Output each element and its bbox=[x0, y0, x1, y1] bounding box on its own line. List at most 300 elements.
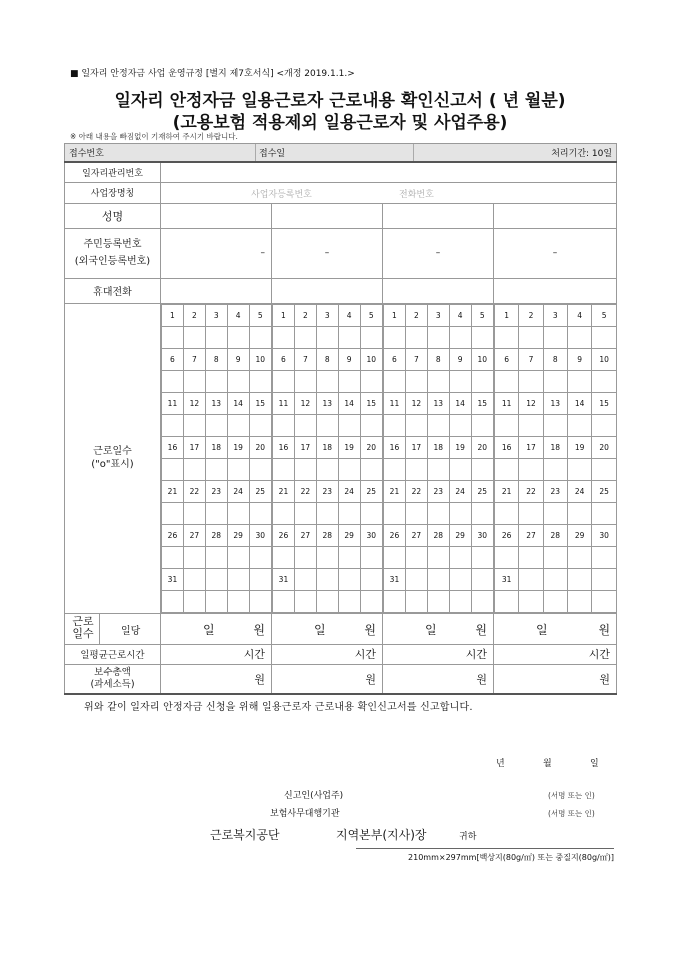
day-mark-cell[interactable] bbox=[205, 458, 227, 480]
day-number: 26 bbox=[273, 524, 295, 546]
day-mark-cell[interactable] bbox=[249, 414, 271, 436]
day-mark-cell[interactable] bbox=[495, 546, 519, 568]
day-mark-cell[interactable] bbox=[405, 590, 427, 612]
day-number: 28 bbox=[543, 524, 567, 546]
receipt-date-label: 접수일 bbox=[259, 149, 286, 159]
day-number: 27 bbox=[405, 524, 427, 546]
day-mark-cell[interactable] bbox=[183, 414, 205, 436]
day-mark-cell[interactable] bbox=[273, 370, 295, 392]
day-mark-cell[interactable] bbox=[249, 502, 271, 524]
day-mark-cell[interactable] bbox=[427, 458, 449, 480]
day-mark-cell[interactable] bbox=[316, 590, 338, 612]
day-number: 2 bbox=[183, 304, 205, 326]
day-mark-cell[interactable] bbox=[567, 502, 591, 524]
day-mark-cell[interactable] bbox=[449, 414, 471, 436]
work-days-hint: ("o"표시) bbox=[91, 459, 134, 470]
day-mark-cell[interactable] bbox=[495, 458, 519, 480]
day-number: 30 bbox=[471, 524, 493, 546]
id-number-label: 주민등록번호 bbox=[83, 239, 142, 250]
day-mark-cell[interactable] bbox=[384, 502, 406, 524]
day-mark-cell[interactable] bbox=[360, 326, 382, 348]
day-mark-cell[interactable] bbox=[273, 502, 295, 524]
day-mark-cell[interactable] bbox=[471, 458, 493, 480]
day-number: 3 bbox=[316, 304, 338, 326]
daily-wage-field[interactable] bbox=[383, 613, 494, 644]
day-mark-cell[interactable] bbox=[227, 326, 249, 348]
reporter-label: 신고인(사업주) bbox=[284, 791, 344, 801]
work-days-calendar[interactable] bbox=[272, 303, 383, 613]
day-number bbox=[405, 568, 427, 590]
worker-id-field[interactable] bbox=[494, 228, 617, 278]
day-mark-cell[interactable] bbox=[162, 590, 184, 612]
agency-signature-hint[interactable]: (서명 또는 인) bbox=[548, 809, 595, 818]
day-number: 22 bbox=[405, 480, 427, 502]
processing-period: 처리기간: 10일 bbox=[551, 149, 613, 159]
day-mark-cell[interactable] bbox=[427, 414, 449, 436]
day-number: 17 bbox=[519, 436, 543, 458]
id-dash: – bbox=[552, 248, 558, 258]
day-mark-cell[interactable] bbox=[360, 590, 382, 612]
day-number: 3 bbox=[205, 304, 227, 326]
day-number bbox=[519, 568, 543, 590]
day-number: 16 bbox=[495, 436, 519, 458]
day-mark-cell[interactable] bbox=[449, 546, 471, 568]
day-mark-cell[interactable] bbox=[227, 458, 249, 480]
avg-hours-field[interactable] bbox=[494, 644, 617, 664]
worker-name-field[interactable] bbox=[494, 203, 617, 228]
day-number bbox=[543, 568, 567, 590]
day-mark-cell[interactable] bbox=[183, 370, 205, 392]
day-number: 29 bbox=[227, 524, 249, 546]
day-mark-cell[interactable] bbox=[273, 326, 295, 348]
day-mark-cell[interactable] bbox=[384, 414, 406, 436]
day-number: 15 bbox=[592, 392, 616, 414]
day-number: 20 bbox=[249, 436, 271, 458]
day-mark-cell[interactable] bbox=[567, 458, 591, 480]
day-mark-cell[interactable] bbox=[567, 590, 591, 612]
day-mark-cell[interactable] bbox=[316, 414, 338, 436]
day-number: 22 bbox=[183, 480, 205, 502]
day-mark-cell[interactable] bbox=[338, 414, 360, 436]
day-number: 28 bbox=[316, 524, 338, 546]
total-pay-field[interactable] bbox=[161, 664, 272, 694]
day-number: 25 bbox=[360, 480, 382, 502]
day-number: 15 bbox=[249, 392, 271, 414]
day-mark-cell[interactable] bbox=[495, 414, 519, 436]
paper-spec: 210mm×297mm[백상지(80g/㎡) 또는 중질지(80g/㎡)] bbox=[408, 853, 614, 862]
worker-name-field[interactable] bbox=[383, 203, 494, 228]
day-number: 13 bbox=[427, 392, 449, 414]
id-dash: – bbox=[435, 248, 441, 258]
day-mark-cell[interactable] bbox=[384, 326, 406, 348]
daily-wage-field[interactable] bbox=[272, 613, 383, 644]
day-mark-cell[interactable] bbox=[205, 414, 227, 436]
agency-name: 근로복지공단 bbox=[210, 828, 280, 842]
day-mark-cell[interactable] bbox=[495, 590, 519, 612]
day-mark-cell[interactable] bbox=[205, 590, 227, 612]
day-number: 27 bbox=[519, 524, 543, 546]
day-number: 17 bbox=[183, 436, 205, 458]
day-mark-cell[interactable] bbox=[519, 414, 543, 436]
day-number bbox=[567, 568, 591, 590]
day-mark-cell[interactable] bbox=[592, 414, 616, 436]
day-mark-cell[interactable] bbox=[294, 502, 316, 524]
day-mark-cell[interactable] bbox=[360, 458, 382, 480]
avg-hours-field[interactable] bbox=[272, 644, 383, 664]
day-mark-cell[interactable] bbox=[449, 370, 471, 392]
day-number: 22 bbox=[294, 480, 316, 502]
day-number: 23 bbox=[427, 480, 449, 502]
day-number: 20 bbox=[592, 436, 616, 458]
day-mark-cell[interactable] bbox=[471, 590, 493, 612]
day-mark-cell[interactable] bbox=[519, 502, 543, 524]
work-days-label: 근로일수 bbox=[93, 446, 132, 457]
day-number: 1 bbox=[273, 304, 295, 326]
day-number: 27 bbox=[294, 524, 316, 546]
day-mark-cell[interactable] bbox=[384, 370, 406, 392]
day-number: 18 bbox=[427, 436, 449, 458]
day-number bbox=[227, 568, 249, 590]
day-mark-cell[interactable] bbox=[519, 326, 543, 348]
won-unit: 원 bbox=[254, 672, 265, 686]
day-number: 14 bbox=[227, 392, 249, 414]
day-mark-cell[interactable] bbox=[543, 326, 567, 348]
day-number: 8 bbox=[543, 348, 567, 370]
work-days-calendar[interactable] bbox=[494, 303, 617, 613]
id-dash: – bbox=[324, 248, 330, 258]
day-mark-cell[interactable] bbox=[427, 590, 449, 612]
day-number: 14 bbox=[449, 392, 471, 414]
day-mark-cell[interactable] bbox=[471, 414, 493, 436]
day-number: 7 bbox=[183, 348, 205, 370]
day-mark-cell[interactable] bbox=[427, 546, 449, 568]
day-number: 14 bbox=[567, 392, 591, 414]
hours-unit: 시간 bbox=[354, 648, 376, 661]
day-mark-cell[interactable] bbox=[543, 414, 567, 436]
day-mark-cell[interactable] bbox=[543, 370, 567, 392]
day-mark-cell[interactable] bbox=[449, 502, 471, 524]
day-mark-cell[interactable] bbox=[592, 590, 616, 612]
worker-mobile-field[interactable] bbox=[494, 278, 617, 303]
day-mark-cell[interactable] bbox=[495, 502, 519, 524]
calendar-grid bbox=[161, 304, 271, 613]
day-number: 8 bbox=[316, 348, 338, 370]
day-mark-cell[interactable] bbox=[316, 370, 338, 392]
day-mark-cell[interactable] bbox=[294, 546, 316, 568]
day-number: 10 bbox=[471, 348, 493, 370]
day-mark-cell[interactable] bbox=[405, 458, 427, 480]
day-mark-cell[interactable] bbox=[249, 458, 271, 480]
day-mark-cell[interactable] bbox=[162, 370, 184, 392]
day-mark-cell[interactable] bbox=[567, 414, 591, 436]
day-mark-cell[interactable] bbox=[316, 546, 338, 568]
day-mark-cell[interactable] bbox=[543, 502, 567, 524]
day-number bbox=[360, 568, 382, 590]
day-mark-cell[interactable] bbox=[360, 414, 382, 436]
day-number: 17 bbox=[294, 436, 316, 458]
day-number: 16 bbox=[162, 436, 184, 458]
day-number: 9 bbox=[567, 348, 591, 370]
day-number: 3 bbox=[543, 304, 567, 326]
day-mark-cell[interactable] bbox=[405, 502, 427, 524]
avg-hours-field[interactable] bbox=[161, 644, 272, 664]
day-number: 15 bbox=[471, 392, 493, 414]
day-mark-cell[interactable] bbox=[543, 546, 567, 568]
day-mark-cell[interactable] bbox=[338, 370, 360, 392]
id-dash: – bbox=[260, 248, 265, 258]
mgmt-number-field[interactable] bbox=[161, 162, 617, 182]
worker-id-field[interactable] bbox=[383, 228, 494, 278]
day-mark-cell[interactable] bbox=[405, 326, 427, 348]
day-mark-cell[interactable] bbox=[449, 326, 471, 348]
day-number: 1 bbox=[495, 304, 519, 326]
day-number: 4 bbox=[567, 304, 591, 326]
day-number: 18 bbox=[543, 436, 567, 458]
day-mark-cell[interactable] bbox=[273, 458, 295, 480]
day-number: 20 bbox=[360, 436, 382, 458]
worker-id-field[interactable] bbox=[161, 228, 272, 278]
daily-wage-label: 일당 bbox=[121, 625, 141, 637]
day-mark-cell[interactable] bbox=[384, 590, 406, 612]
day-number: 26 bbox=[495, 524, 519, 546]
daily-wage-field[interactable] bbox=[494, 613, 617, 644]
day-number: 4 bbox=[338, 304, 360, 326]
day-number: 11 bbox=[495, 392, 519, 414]
date-month-label: 월 bbox=[543, 759, 552, 769]
day-mark-cell[interactable] bbox=[273, 414, 295, 436]
day-number: 4 bbox=[227, 304, 249, 326]
day-mark-cell[interactable] bbox=[162, 326, 184, 348]
day-mark-cell[interactable] bbox=[592, 502, 616, 524]
day-mark-cell[interactable] bbox=[449, 458, 471, 480]
day-number: 19 bbox=[338, 436, 360, 458]
day-number: 5 bbox=[592, 304, 616, 326]
day-number: 23 bbox=[316, 480, 338, 502]
business-name-field[interactable] bbox=[161, 182, 617, 203]
day-number: 11 bbox=[273, 392, 295, 414]
day-mark-cell[interactable] bbox=[360, 546, 382, 568]
day-mark-cell[interactable] bbox=[162, 546, 184, 568]
day-mark-cell[interactable] bbox=[316, 458, 338, 480]
day-mark-cell[interactable] bbox=[205, 370, 227, 392]
day-number: 8 bbox=[205, 348, 227, 370]
day-mark-cell[interactable] bbox=[294, 590, 316, 612]
day-number: 4 bbox=[449, 304, 471, 326]
day-number: 11 bbox=[384, 392, 406, 414]
day-mark-cell[interactable] bbox=[273, 590, 295, 612]
day-mark-cell[interactable] bbox=[338, 326, 360, 348]
work-days-calendar[interactable] bbox=[383, 303, 494, 613]
day-mark-cell[interactable] bbox=[384, 546, 406, 568]
day-number: 31 bbox=[384, 568, 406, 590]
day-mark-cell[interactable] bbox=[567, 546, 591, 568]
day-number: 29 bbox=[449, 524, 471, 546]
instruction-note: ※ 아래 내용을 빠짐없이 기재하여 주시기 바랍니다. bbox=[70, 132, 238, 141]
day-number: 8 bbox=[427, 348, 449, 370]
day-number: 12 bbox=[183, 392, 205, 414]
day-number: 18 bbox=[316, 436, 338, 458]
won-unit: 원 bbox=[364, 622, 376, 637]
won-unit: 원 bbox=[365, 672, 376, 686]
day-unit: 일 bbox=[536, 622, 548, 637]
day-mark-cell[interactable] bbox=[592, 370, 616, 392]
day-number: 5 bbox=[471, 304, 493, 326]
business-phone-label: 전화번호 bbox=[399, 189, 434, 200]
day-mark-cell[interactable] bbox=[294, 414, 316, 436]
day-mark-cell[interactable] bbox=[249, 370, 271, 392]
day-mark-cell[interactable] bbox=[205, 502, 227, 524]
work-days-calendar[interactable] bbox=[161, 303, 272, 613]
day-number: 7 bbox=[519, 348, 543, 370]
date-year-label: 년 bbox=[496, 759, 505, 769]
worker-mobile-field[interactable] bbox=[383, 278, 494, 303]
day-mark-cell[interactable] bbox=[162, 458, 184, 480]
worker-name-field[interactable] bbox=[272, 203, 383, 228]
worker-id-field[interactable] bbox=[272, 228, 383, 278]
day-number bbox=[249, 568, 271, 590]
day-mark-cell[interactable] bbox=[227, 370, 249, 392]
daily-wage-field[interactable] bbox=[161, 613, 272, 644]
day-mark-cell[interactable] bbox=[495, 370, 519, 392]
day-number: 13 bbox=[205, 392, 227, 414]
day-mark-cell[interactable] bbox=[567, 326, 591, 348]
day-number: 24 bbox=[227, 480, 249, 502]
day-mark-cell[interactable] bbox=[405, 370, 427, 392]
day-number: 16 bbox=[384, 436, 406, 458]
agency-suffix: 귀하 bbox=[459, 832, 477, 842]
day-unit: 일 bbox=[425, 622, 437, 637]
day-mark-cell[interactable] bbox=[316, 502, 338, 524]
day-mark-cell[interactable] bbox=[227, 414, 249, 436]
day-mark-cell[interactable] bbox=[592, 546, 616, 568]
agency-proxy-label: 보험사무대행기관 bbox=[270, 809, 340, 819]
day-mark-cell[interactable] bbox=[205, 326, 227, 348]
day-number bbox=[592, 568, 616, 590]
day-number: 24 bbox=[338, 480, 360, 502]
reporter-signature-hint[interactable]: (서명 또는 인) bbox=[548, 791, 595, 800]
day-mark-cell[interactable] bbox=[273, 546, 295, 568]
hours-unit: 시간 bbox=[243, 648, 265, 661]
day-mark-cell[interactable] bbox=[249, 590, 271, 612]
day-number: 10 bbox=[249, 348, 271, 370]
day-number: 19 bbox=[449, 436, 471, 458]
day-number: 30 bbox=[249, 524, 271, 546]
day-mark-cell[interactable] bbox=[360, 370, 382, 392]
won-unit: 원 bbox=[253, 622, 265, 637]
day-mark-cell[interactable] bbox=[183, 502, 205, 524]
day-mark-cell[interactable] bbox=[227, 546, 249, 568]
day-mark-cell[interactable] bbox=[249, 546, 271, 568]
day-mark-cell[interactable] bbox=[405, 414, 427, 436]
day-number: 10 bbox=[592, 348, 616, 370]
day-mark-cell[interactable] bbox=[519, 458, 543, 480]
day-mark-cell[interactable] bbox=[519, 590, 543, 612]
day-mark-cell[interactable] bbox=[567, 370, 591, 392]
day-number: 23 bbox=[543, 480, 567, 502]
day-mark-cell[interactable] bbox=[183, 546, 205, 568]
worker-mobile-field[interactable] bbox=[161, 278, 272, 303]
date-day-label: 일 bbox=[590, 759, 599, 769]
day-mark-cell[interactable] bbox=[543, 590, 567, 612]
day-number: 13 bbox=[543, 392, 567, 414]
day-mark-cell[interactable] bbox=[449, 590, 471, 612]
day-mark-cell[interactable] bbox=[183, 590, 205, 612]
day-mark-cell[interactable] bbox=[294, 370, 316, 392]
day-mark-cell[interactable] bbox=[294, 326, 316, 348]
day-mark-cell[interactable] bbox=[427, 370, 449, 392]
total-pay-field[interactable] bbox=[272, 664, 383, 694]
day-mark-cell[interactable] bbox=[495, 326, 519, 348]
day-number: 9 bbox=[227, 348, 249, 370]
day-number bbox=[294, 568, 316, 590]
name-label: 성명 bbox=[65, 203, 161, 228]
day-mark-cell[interactable] bbox=[205, 546, 227, 568]
day-mark-cell[interactable] bbox=[294, 458, 316, 480]
day-mark-cell[interactable] bbox=[227, 502, 249, 524]
day-mark-cell[interactable] bbox=[543, 458, 567, 480]
day-mark-cell[interactable] bbox=[592, 458, 616, 480]
day-number: 21 bbox=[384, 480, 406, 502]
day-number: 12 bbox=[519, 392, 543, 414]
day-mark-cell[interactable] bbox=[162, 502, 184, 524]
won-unit: 원 bbox=[598, 622, 611, 637]
day-mark-cell[interactable] bbox=[183, 458, 205, 480]
day-mark-cell[interactable] bbox=[427, 326, 449, 348]
day-mark-cell[interactable] bbox=[471, 370, 493, 392]
total-pay-field[interactable] bbox=[494, 664, 617, 694]
day-mark-cell[interactable] bbox=[471, 502, 493, 524]
worker-mobile-field[interactable] bbox=[272, 278, 383, 303]
business-reg-label: 사업자등록번호 bbox=[251, 189, 312, 200]
day-number: 24 bbox=[449, 480, 471, 502]
day-mark-cell[interactable] bbox=[471, 326, 493, 348]
day-mark-cell[interactable] bbox=[405, 546, 427, 568]
day-mark-cell[interactable] bbox=[427, 502, 449, 524]
day-mark-cell[interactable] bbox=[384, 458, 406, 480]
day-mark-cell[interactable] bbox=[592, 326, 616, 348]
day-mark-cell[interactable] bbox=[249, 326, 271, 348]
day-mark-cell[interactable] bbox=[519, 546, 543, 568]
day-number bbox=[338, 568, 360, 590]
day-mark-cell[interactable] bbox=[338, 590, 360, 612]
day-mark-cell[interactable] bbox=[183, 326, 205, 348]
form-title: 일자리 안정자금 일용근로자 근로내용 확인신고서 ( 년 월분) bbox=[114, 91, 566, 111]
receipt-number-label: 접수번호 bbox=[69, 149, 104, 159]
business-name-label: 사업장명칭 bbox=[65, 182, 161, 203]
won-unit: 원 bbox=[476, 672, 487, 686]
day-number: 31 bbox=[162, 568, 184, 590]
day-mark-cell[interactable] bbox=[471, 546, 493, 568]
day-number: 6 bbox=[495, 348, 519, 370]
day-mark-cell[interactable] bbox=[338, 546, 360, 568]
worker-name-field[interactable] bbox=[161, 203, 272, 228]
day-mark-cell[interactable] bbox=[519, 370, 543, 392]
day-mark-cell[interactable] bbox=[162, 414, 184, 436]
day-mark-cell[interactable] bbox=[227, 590, 249, 612]
day-mark-cell[interactable] bbox=[360, 502, 382, 524]
day-number: 1 bbox=[384, 304, 406, 326]
day-number: 14 bbox=[338, 392, 360, 414]
avg-hours-field[interactable] bbox=[383, 644, 494, 664]
day-number bbox=[205, 568, 227, 590]
day-mark-cell[interactable] bbox=[316, 326, 338, 348]
day-mark-cell[interactable] bbox=[338, 458, 360, 480]
total-pay-field[interactable] bbox=[383, 664, 494, 694]
day-number: 13 bbox=[316, 392, 338, 414]
day-number: 30 bbox=[360, 524, 382, 546]
avg-hours-label: 일평균근로시간 bbox=[65, 644, 161, 664]
day-mark-cell[interactable] bbox=[338, 502, 360, 524]
